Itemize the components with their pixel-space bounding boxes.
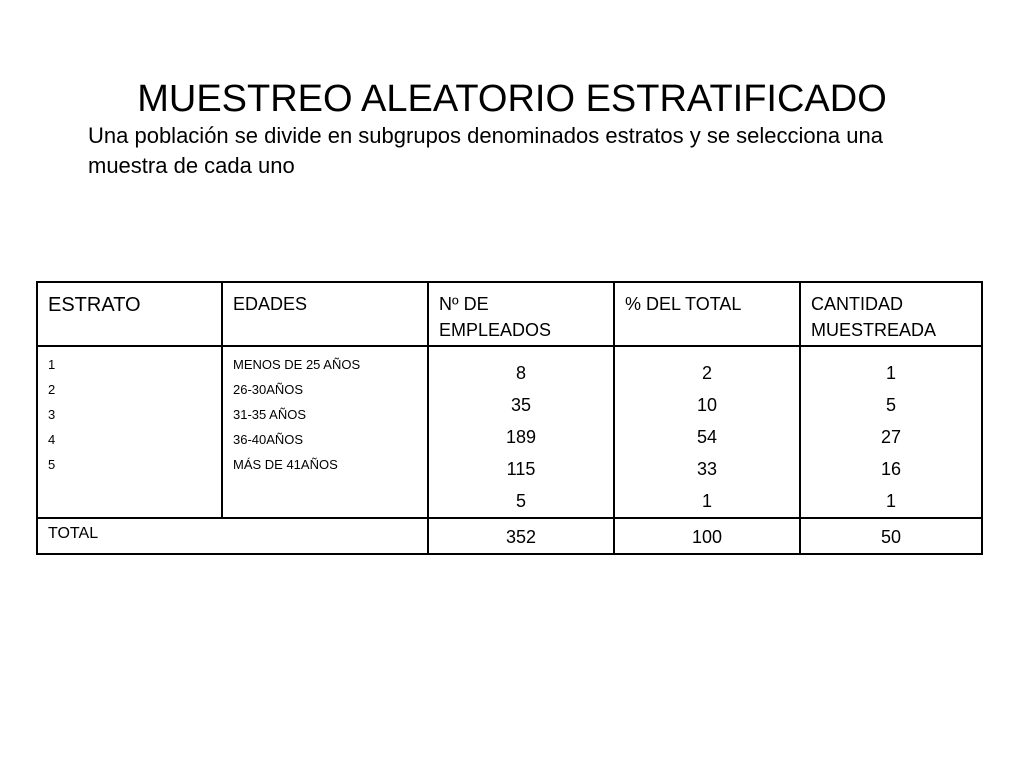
estrato-value: 4 (48, 432, 56, 447)
total-cantidad: 50 (880, 527, 902, 547)
header-cell-pct (614, 282, 800, 346)
pct-value: 1 (701, 491, 712, 511)
slide-subtitle: Una población se divide en subgrupos denominados estratos y se selecciona una muestra de cada uno (88, 123, 883, 178)
total-label-cell (37, 518, 428, 554)
estrato-cell (37, 346, 222, 518)
empleados-value: 115 (506, 459, 536, 479)
cantidad-value: 1 (885, 491, 896, 511)
pct-list (615, 347, 799, 517)
cantidad-list (801, 347, 981, 517)
edades-value: MÁS DE 41AÑOS (233, 457, 338, 472)
pct-value: 10 (696, 395, 718, 415)
edades-list (223, 347, 427, 477)
total-pct: 100 (691, 527, 723, 547)
stratified-sampling-table (36, 281, 983, 555)
header-estrato: ESTRATO (48, 294, 141, 316)
edades-value: MENOS DE 25 AÑOS (233, 357, 361, 372)
edades-cell (222, 346, 428, 518)
header-cell-estrato (37, 282, 222, 346)
estrato-value: 1 (48, 357, 56, 372)
table-header-row (37, 282, 982, 346)
table-total-row (37, 518, 982, 554)
total-label: TOTAL (48, 525, 99, 542)
header-cell-cantidad (800, 282, 982, 346)
cantidad-cell (800, 346, 982, 518)
empleados-list (429, 347, 613, 517)
empleados-value: 5 (515, 491, 526, 511)
header-edades: EDADES (233, 294, 308, 314)
empleados-cell (428, 346, 614, 518)
edades-value: 36-40AÑOS (233, 432, 304, 447)
table-body-row (37, 346, 982, 518)
estrato-value: 2 (48, 382, 56, 397)
total-pct-cell (614, 518, 800, 554)
cantidad-value: 5 (885, 395, 896, 415)
header-cell-edades (222, 282, 428, 346)
pct-value: 33 (696, 459, 718, 479)
edades-value: 31-35 AÑOS (233, 407, 306, 422)
header-cell-empleados (428, 282, 614, 346)
pct-cell (614, 346, 800, 518)
empleados-value: 189 (505, 427, 537, 447)
estrato-value: 5 (48, 457, 56, 472)
slide-title: MUESTREO ALEATORIO ESTRATIFICADO (137, 78, 887, 121)
header-cantidad: CANTIDAD MUESTREADA (811, 294, 937, 340)
pct-value: 54 (696, 427, 718, 447)
empleados-value: 8 (515, 363, 526, 383)
estrato-list (38, 347, 221, 477)
estrato-value: 3 (48, 407, 56, 422)
cantidad-value: 27 (880, 427, 902, 447)
cantidad-value: 1 (885, 363, 896, 383)
pct-value: 2 (701, 363, 712, 383)
total-empleados: 352 (505, 527, 537, 547)
header-empleados: Nº DE EMPLEADOS (439, 294, 552, 340)
header-pct: % DEL TOTAL (625, 294, 742, 314)
total-empleados-cell (428, 518, 614, 554)
total-cantidad-cell (800, 518, 982, 554)
edades-value: 26-30AÑOS (233, 382, 304, 397)
cantidad-value: 16 (880, 459, 902, 479)
empleados-value: 35 (510, 395, 532, 415)
